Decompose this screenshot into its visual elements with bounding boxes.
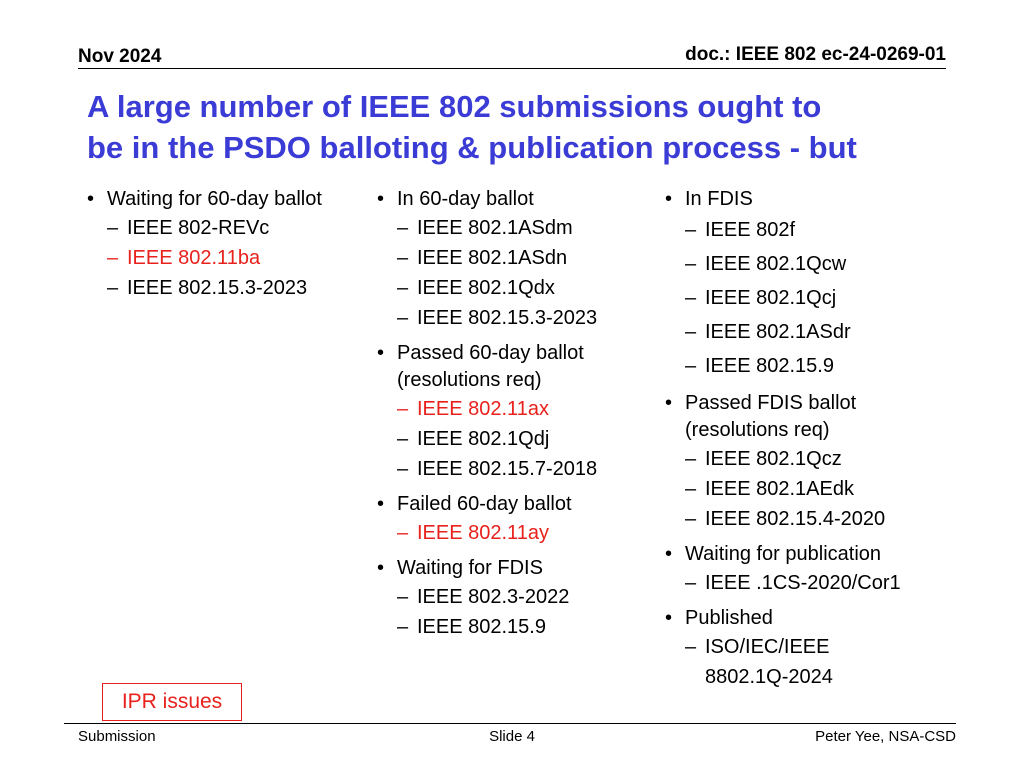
standard-item: – IEEE 802.1ASdr [664, 315, 964, 349]
header-doc-id: doc.: IEEE 802 ec-24-0269-01 [685, 44, 946, 65]
standard-item: – IEEE 802.15.9 [664, 349, 964, 383]
standard-item: – IEEE 802.15.3-2023 [86, 273, 376, 303]
bullet-section [664, 390, 964, 534]
bullet-heading: • Waiting for FDIS [376, 555, 656, 582]
bullet-section [86, 186, 376, 303]
column-in-ballot [376, 186, 656, 649]
standard-item: – IEEE 802.11ba [86, 243, 376, 273]
standard-item: – IEEE 802.11ax [376, 394, 656, 424]
standard-item: – IEEE 802.3-2022 [376, 582, 656, 612]
standard-item: – IEEE 802.1ASdn [376, 243, 656, 273]
slide-title [87, 86, 967, 168]
standard-item: – IEEE 802.1Qdj [376, 424, 656, 454]
header-divider [78, 68, 946, 69]
slide-number: Slide 4 [489, 728, 535, 745]
standard-item: – IEEE 802.15.4-2020 [664, 504, 964, 534]
footer-author: Peter Yee, NSA-CSD [815, 728, 956, 745]
standard-item: – IEEE 802.1ASdm [376, 213, 656, 243]
footer-divider [64, 723, 956, 724]
standard-item: – IEEE 802.1Qcj [664, 281, 964, 315]
standard-item: – IEEE 802.1Qcz [664, 444, 964, 474]
standard-item: – ISO/IEC/IEEE 8802.1Q-2024 [664, 632, 964, 692]
bullet-section [664, 186, 964, 383]
bullet-section [376, 186, 656, 333]
standard-item: – IEEE 802-REVc [86, 213, 376, 243]
bullet-section [664, 605, 964, 692]
bullet-section [376, 340, 656, 484]
slide-title-line: A large number of IEEE 802 submissions ought to [87, 89, 822, 124]
standard-item: – IEEE 802.1AEdk [664, 474, 964, 504]
bullet-section [376, 491, 656, 548]
standard-item: – IEEE 802.1Qdx [376, 273, 656, 303]
footer-left: Submission [78, 728, 156, 745]
standard-item: – IEEE 802.15.7-2018 [376, 454, 656, 484]
slide-title-line: be in the PSDO balloting & publication process - but [87, 130, 857, 165]
bullet-heading: • Failed 60-day ballot [376, 491, 656, 518]
standard-item: – IEEE 802.1Qcw [664, 247, 964, 281]
bullet-heading: • In FDIS [664, 186, 964, 213]
column-fdis [664, 186, 964, 699]
standard-item: – IEEE 802f [664, 213, 964, 247]
bullet-heading: • Published [664, 605, 964, 632]
bullet-heading: • Waiting for 60-day ballot [86, 186, 376, 213]
standard-item: – IEEE 802.15.9 [376, 612, 656, 642]
column-waiting [86, 186, 376, 310]
bullet-heading: • Passed 60-day ballot (resolutions req) [376, 340, 656, 394]
standard-item: – IEEE 802.15.3-2023 [376, 303, 656, 333]
bullet-heading: • In 60-day ballot [376, 186, 656, 213]
ipr-issues-callout: IPR issues [102, 683, 242, 721]
bullet-heading: • Waiting for publication [664, 541, 964, 568]
bullet-heading: • Passed FDIS ballot (resolutions req) [664, 390, 964, 444]
standard-item: – IEEE 802.11ay [376, 518, 656, 548]
standard-item: – IEEE .1CS-2020/Cor1 [664, 568, 964, 598]
bullet-section [664, 541, 964, 598]
header-date: Nov 2024 [78, 46, 162, 67]
bullet-section [376, 555, 656, 642]
